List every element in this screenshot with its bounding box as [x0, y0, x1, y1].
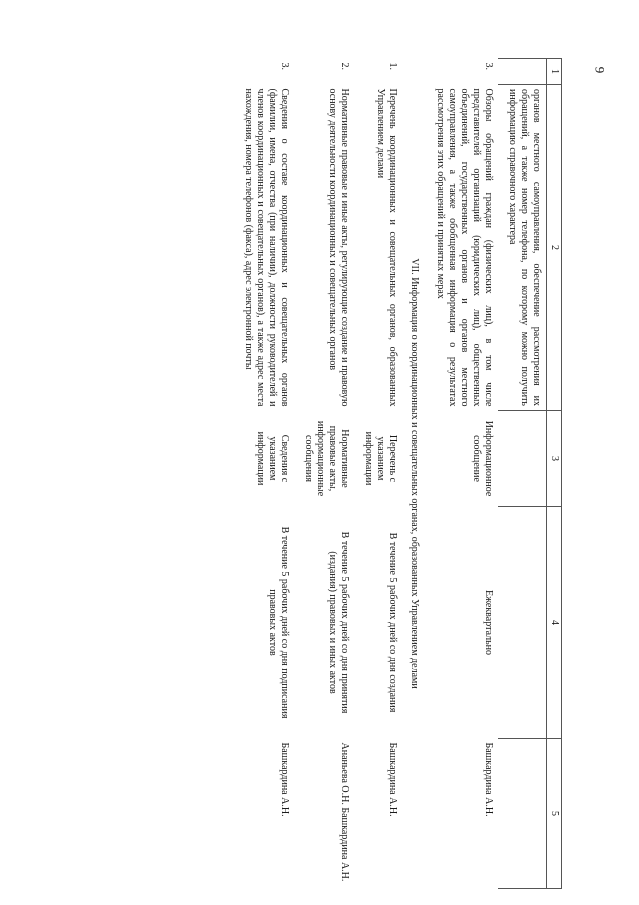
header-cell: 2: [547, 85, 562, 411]
table-header-row: [547, 59, 562, 889]
row-description: Сведения о составе координационных и совещательных органов (фамилии, имена, отчества (при наличии), должности руководителей и членов координационных и совещательных органов), а также адрес места нахождения, номера телефонов (факса), адрес электронной почты: [243, 88, 290, 407]
row-number: 1.: [387, 62, 398, 70]
row-description: Перечень координационных и совещательных органов, образованных Управлением делами: [375, 88, 398, 407]
section-row: [402, 59, 426, 889]
row-period: В течение 5 рабочих дней со дня принятия (издания) правовых и иных актов: [327, 531, 350, 714]
row-responsible: Башкардина А.Н.: [483, 742, 494, 817]
row-format: Нормативные правовые акты, информационные сообщения: [303, 420, 350, 497]
row-number: 3.: [279, 62, 290, 70]
row-format: Сведения с указанием информации: [255, 431, 290, 486]
row-period: В течение 5 рабочих дней со дня подписания правовых актов: [267, 526, 290, 719]
header-cell: 1: [547, 59, 562, 85]
page-number: 9: [592, 66, 608, 74]
section-title: VII. Информация о координационных и совещательных органах, образованных Управлением делами: [409, 258, 420, 689]
header-cell: 3: [547, 411, 562, 507]
rotated-page-content: [72, 58, 562, 888]
row-responsible: [498, 739, 547, 889]
row-description: Обзоры обращений граждан (физических лиц), в том числе представителей организаций (юридических лиц), общественных объединений, государственных органов и органов местного самоуправления, а также обобщенная информация о результатах рассмотрения этих обращений и принятых мерах: [435, 88, 494, 407]
table-row: [498, 59, 547, 889]
row-period: [498, 507, 547, 739]
header-cell: 5: [547, 739, 562, 889]
row-description: органов местного самоуправления, обеспечение рассмотрения их обращений, а также номер телефона, по которому можно получить информацию справочного характера: [498, 85, 547, 411]
row-format: Перечень с указанием информации: [363, 431, 398, 486]
header-cell: 4: [547, 507, 562, 739]
row-number: 2.: [339, 62, 350, 70]
info-table: [234, 58, 562, 889]
row-format: [498, 411, 547, 507]
table-row: [294, 59, 354, 889]
table-row: [234, 59, 294, 889]
row-number: [498, 59, 547, 85]
row-responsible: Башкардина А.Н.: [279, 742, 290, 817]
table-row: [354, 59, 402, 889]
table-row: [426, 59, 498, 889]
row-number: 3.: [483, 62, 494, 70]
row-responsible: Ананьева О.Н. Башкардина А.Н.: [339, 742, 350, 882]
row-responsible: Башкардина А.Н.: [387, 742, 398, 817]
row-format: Информационное сообщение: [471, 420, 494, 497]
row-period: Ежеквартально: [483, 590, 494, 655]
row-period: В течение 5 рабочих дней со дня создания: [387, 532, 398, 713]
row-description: Нормативные правовые и иные акты, регулирующие создание и правовую основу деятельности координационных и совещательных органов: [327, 88, 350, 407]
